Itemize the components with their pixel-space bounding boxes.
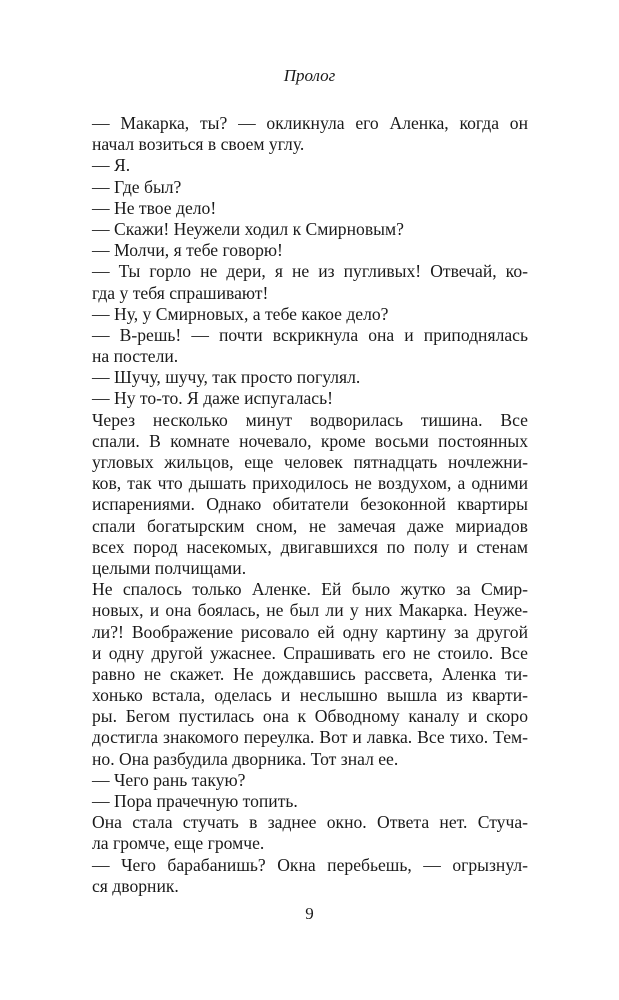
text-line: на постели. — [92, 346, 179, 367]
text-line: спали богатырским сном, не замечая даже мириадов — [92, 515, 528, 536]
text-line: гда у тебя спрашивают! — [92, 282, 269, 303]
body-text — [92, 113, 528, 897]
page-number: 9 — [305, 904, 314, 923]
text-line: равно не скажет. Не дождавшись рассвета, Аленка ти- — [92, 663, 528, 684]
text-line: ры. Бегом пустилась она к Обводному каналу и скоро — [92, 706, 528, 727]
text-line: — В-решь! — почти вскрикнула она и приподнялась — [92, 324, 528, 345]
text-line: Через несколько минут водворилась тишина. Все — [92, 409, 528, 430]
text-line: ли?! Воображение рисовало ей одну картину за другой — [92, 621, 528, 642]
running-header: Пролог — [283, 66, 336, 85]
text-line: испарениями. Однако обитатели безоконной квартиры — [92, 494, 528, 515]
text-line: хонько встала, оделась и неслышно вышла из кварти- — [92, 685, 528, 706]
text-line: — Ну то-то. Я даже испугалась! — [92, 388, 333, 409]
text-line: — Ну, у Смирновых, а тебе какое дело? — [92, 303, 389, 324]
text-line: — Не твое дело! — [92, 197, 217, 218]
text-line: спали. В комнате ночевало, кроме восьми постоянных — [92, 430, 528, 451]
text-line: достигла знакомого переулка. Вот и лавка. Все тихо. Тем- — [92, 727, 528, 748]
text-line: — Макарка, ты? — окликнула его Аленка, когда он — [92, 113, 528, 133]
text-line: новых, и она боялась, не был ли у них Макарка. Неуже- — [92, 600, 528, 621]
text-line: но. Она разбудила дворника. Тот знал ее. — [92, 748, 399, 769]
text-line: угловых жильцов, еще человек пятнадцать ночлежни- — [92, 452, 528, 472]
text-line: ков, так что дышать приходилось не воздухом, а одними — [92, 473, 528, 494]
text-line: — Шучу, шучу, так просто погулял. — [92, 367, 361, 388]
text-line: — Пора прачечную топить. — [92, 791, 298, 811]
text-line: ся дворник. — [92, 875, 179, 896]
text-line: целыми полчищами. — [92, 557, 247, 578]
text-line: — Ты горло не дери, я не из пугливых! Отвечай, ко- — [92, 261, 528, 282]
text-line: — Скажи! Неужели ходил к Смирновым? — [92, 218, 404, 239]
text-line: — Молчи, я тебе говорю! — [92, 240, 283, 261]
text-line: ла громче, еще громче. — [92, 833, 265, 854]
text-line: — Чего рань такую? — [92, 769, 246, 790]
text-line: Она стала стучать в заднее окно. Ответа нет. Стуча- — [92, 812, 528, 833]
text-line: — Чего барабанишь? Окна перебьешь, — огрызнул- — [92, 854, 528, 875]
text-line: всех пород насекомых, двигавшихся по полу и стенам — [92, 536, 528, 557]
text-line: — Где был? — [92, 176, 182, 197]
text-line: Не спалось только Аленке. Ей было жутко за Смир- — [92, 579, 528, 600]
text-line: начал возиться в своем углу. — [92, 134, 305, 155]
text-line: и одну другой ужаснее. Спрашивать его не стоило. Все — [92, 642, 528, 663]
text-line: — Я. — [92, 155, 131, 176]
